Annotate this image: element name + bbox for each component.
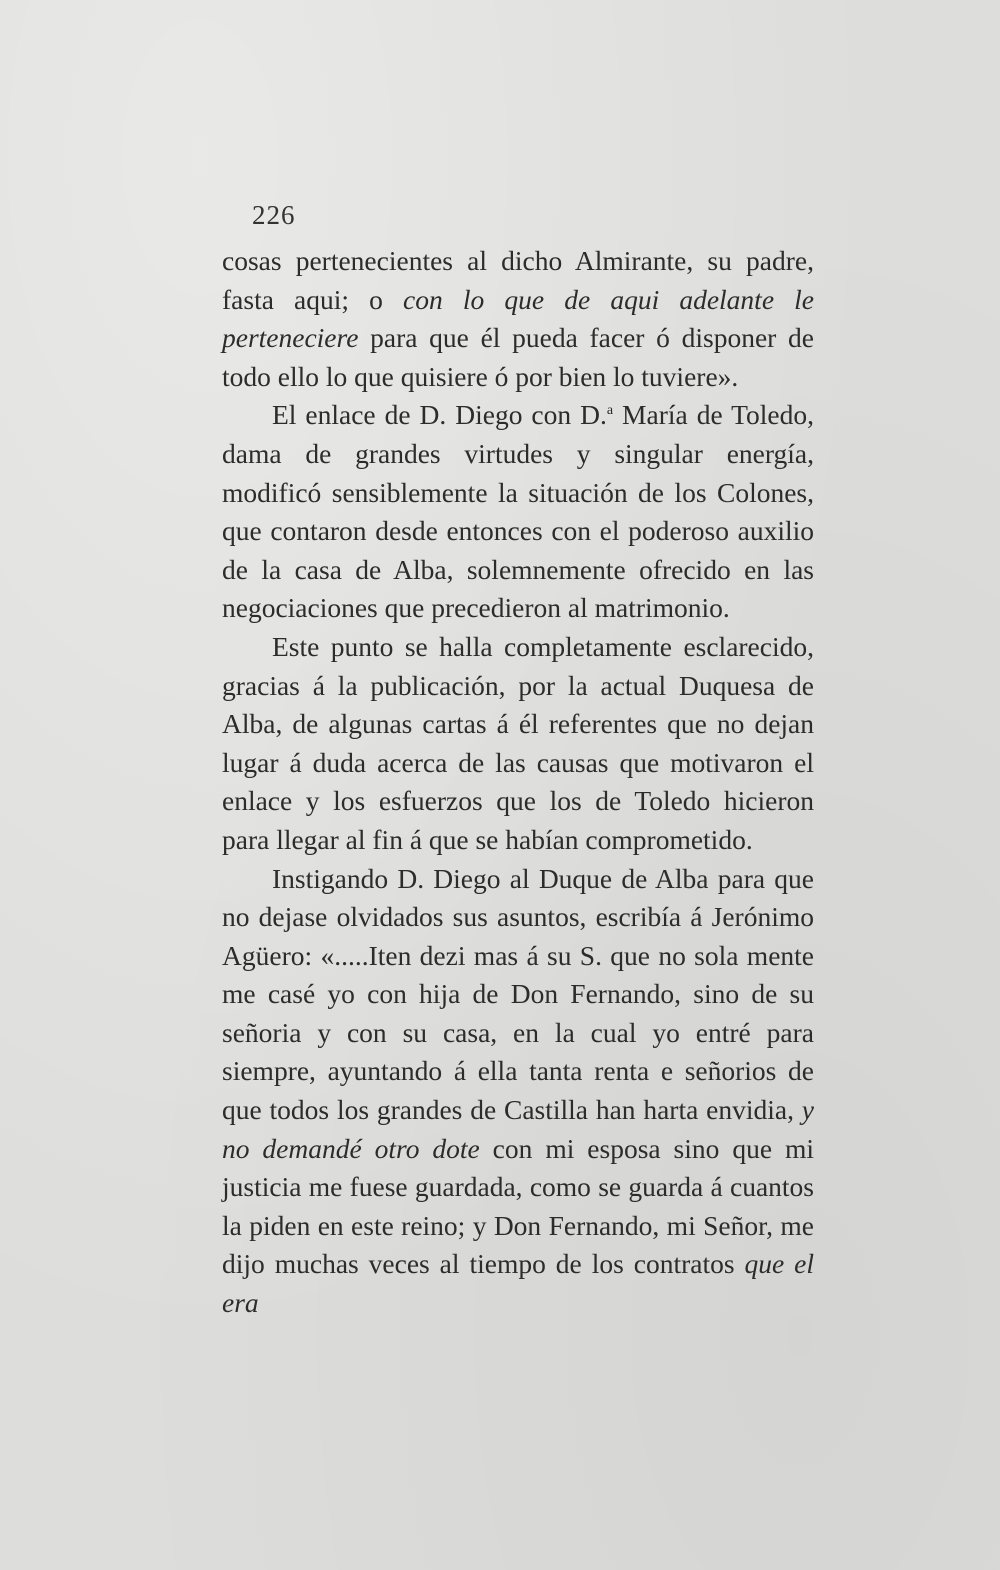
paragraph-text: Instigando D. Diego al Duque de Alba para que no dejase olvidados sus asuntos, escribía á Jerónimo Agüero: «.....Iten dezi mas á su S. que no sola mente me casé yo con hija de Don Fernando, sino de su señoria y con su casa, en la cual yo entré para siempre, ayuntando á ella tanta renta e señorios de que todos los grandes de Castilla han harta envidia, bbox=[222, 862, 814, 1126]
paragraph bbox=[222, 628, 814, 860]
paragraph bbox=[222, 396, 814, 628]
italic-text: y no demandé otro dote bbox=[222, 1094, 814, 1164]
paragraph-text: Este punto se halla completamente esclarecido, gracias á la publicación, por la actual Duquesa de Alba, de algunas cartas á él referentes que no dejan lugar á duda acerca de las causas que motivaron el enlace y los esfuerzos que los de Toledo hicieron para llegar al fin á que se habían comprometido. bbox=[222, 630, 814, 855]
paragraph-text: cosas pertenecientes al dicho Almirante, su padre, fasta aqui; o bbox=[222, 245, 814, 315]
paragraph-text: con mi esposa sino que mi justicia me fuese guardada, como se guarda á cuantos la piden en este reino; y Don Fernando, mi Señor, me dijo muchas veces al tiempo de los contratos bbox=[222, 1132, 814, 1280]
paragraph-text: María de Toledo, dama de grandes virtudes y singular energía, modificó sensiblemente la situación de los Colones, que contaron desde entonces con el poderoso auxilio de la casa de Alba, solemnemente ofrecido en las negociaciones que precedieron al matrimonio. bbox=[222, 399, 814, 624]
body-text bbox=[222, 242, 814, 1323]
paragraph bbox=[222, 860, 814, 1323]
paragraph-text: para que él pueda facer ó disponer de todo ello lo que quisiere ó por bien lo tuviere». bbox=[222, 322, 814, 392]
superscript-text: a bbox=[606, 403, 614, 419]
italic-text: con lo que de aqui adelante le perteneciere bbox=[222, 283, 815, 354]
italic-text: que el era bbox=[222, 1248, 814, 1319]
paragraph bbox=[222, 242, 814, 396]
paragraph-text: El enlace de D. Diego con D. bbox=[272, 399, 607, 431]
page-number: 226 bbox=[252, 200, 296, 230]
